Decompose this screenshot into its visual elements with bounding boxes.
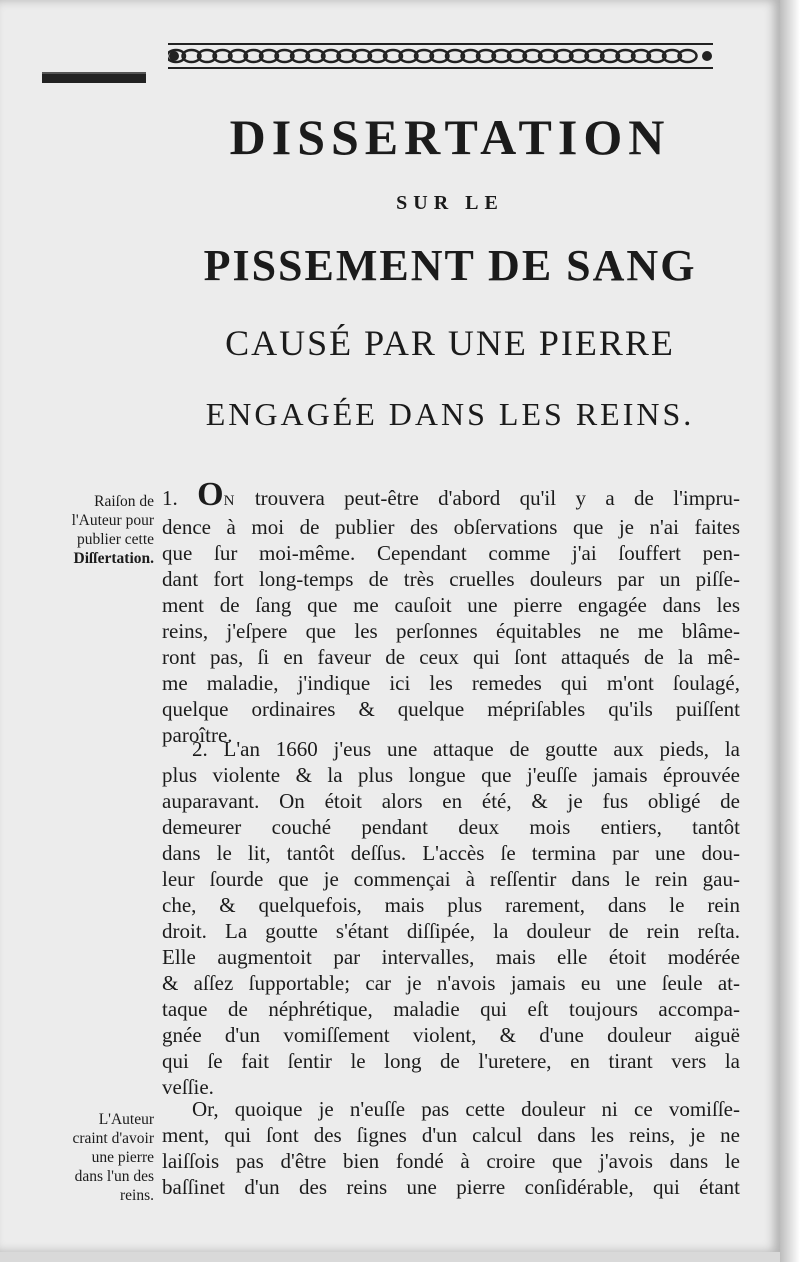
text-line: Or, quoique je n'euſſe pas cette douleur ni ce vomiſſe- xyxy=(192,1097,740,1121)
title-sur-le: SUR LE xyxy=(396,192,504,214)
small-caps: N xyxy=(223,493,236,509)
margin-note-fear xyxy=(30,1110,154,1205)
margin-note-line: craint d'avoir xyxy=(72,1130,154,1147)
text-line: reins, j'eſpere que les perſonnes équitables ne me blâme- xyxy=(162,619,740,643)
text-line: leur ſourde que je commençai à reſſentir dans le rein gau- xyxy=(162,867,740,891)
paragraph-1 xyxy=(162,476,741,748)
text-line: 2. L'an 1660 j'eus une attaque de goutte aux pieds, la xyxy=(192,737,740,761)
paragraph-2 xyxy=(162,736,740,1100)
paragraph-number: 1. xyxy=(162,486,178,510)
margin-note-line: publier cette xyxy=(76,531,154,548)
text-line: droit. La goutte s'étant diſſipée, la douleur de rein reſta. xyxy=(162,919,740,943)
text-line: me maladie, j'indique ici les remedes qui m'ont ſoulagé, xyxy=(162,671,740,695)
text-line: que ſur moi-même. Cependant comme j'ai ſouffert pen- xyxy=(162,541,740,565)
text-line: qui ſe fait ſentir le long de l'uretere, en tirant vers la xyxy=(162,1049,740,1073)
text-line: taque de néphrétique, maladie qui eſt toujours accompa- xyxy=(162,997,740,1021)
ornament-pattern xyxy=(168,40,713,72)
text-line: plus violente & la plus longue que j'euſſe jamais éprouvée xyxy=(162,763,740,787)
text-line: baſſinet d'un des reins une pierre conſidérable, qui étant xyxy=(162,1175,740,1199)
text-line-content: trouvera peut-être d'abord qu'il y a de l'impru- xyxy=(254,486,741,510)
text-line: Elle augmentoit par intervalles, mais elle étoit modérée xyxy=(162,945,740,969)
title-engagee: ENGAGÉE DANS LES REINS. xyxy=(205,396,695,432)
text-line: ront pas, ſi en faveur de ceux qui ſont attaqués de la mê- xyxy=(162,645,740,669)
text-line: che, & quelquefois, mais plus rarement, dans le rein xyxy=(162,893,740,917)
text-line: dant fort long-temps de très cruelles douleurs par un piſſe- xyxy=(162,567,740,591)
margin-note-reason xyxy=(30,492,154,568)
title-pissement: PISSEMENT DE SANG xyxy=(203,241,697,290)
margin-note-line: dans l'un des xyxy=(74,1168,154,1185)
drop-cap: O xyxy=(197,476,224,513)
text-line: quelque ordinaires & quelque mépriſables qu'ils puiſſent xyxy=(162,697,740,721)
title-cause: CAUSÉ PAR UNE PIERRE xyxy=(225,323,675,363)
text-line: demeurer couché pendant deux mois entiers, tantôt xyxy=(162,815,740,839)
margin-note-line: reins. xyxy=(119,1187,154,1204)
text-line: auparavant. On étoit alors en été, & je fus obligé de xyxy=(162,789,740,813)
ornamental-band xyxy=(168,40,713,72)
paragraph-3 xyxy=(162,1096,740,1200)
margin-note-line: L'Auteur xyxy=(98,1111,154,1128)
margin-note-line: une pierre xyxy=(91,1149,154,1166)
text-line: gnée d'un vomiſſement violent, & d'une douleur aiguë xyxy=(162,1023,740,1047)
text-line: dans le lit, tantôt deſſus. L'accès ſe termina par une dou- xyxy=(162,841,740,865)
title-dissertation: DISSERTATION xyxy=(229,109,671,165)
text-line: & aſſez ſupportable; car je n'avois jamais eu une ſeule at- xyxy=(162,971,740,995)
margin-note-line: Raiſon de xyxy=(94,493,154,510)
text-line: dence à moi de publier des obſervations que je n'ai faites xyxy=(162,515,740,539)
text-line: ment, qui ſont des ſignes d'un calcul dans les reins, je ne xyxy=(162,1123,740,1147)
text-line: laiſſois pas d'être bien fondé à croire que j'avois dans le xyxy=(162,1149,740,1173)
text-line xyxy=(162,476,741,514)
text-line: paroître. xyxy=(162,723,233,747)
text-line: veſſie. xyxy=(162,1075,214,1099)
text-line: ment de ſang que me cauſoit une pierre engagée dans les xyxy=(162,593,740,617)
margin-note-line: Diſſertation. xyxy=(73,550,154,567)
page-edge xyxy=(780,0,800,1262)
margin-note-line: l'Auteur pour xyxy=(71,512,154,529)
printer-rule xyxy=(42,72,146,83)
